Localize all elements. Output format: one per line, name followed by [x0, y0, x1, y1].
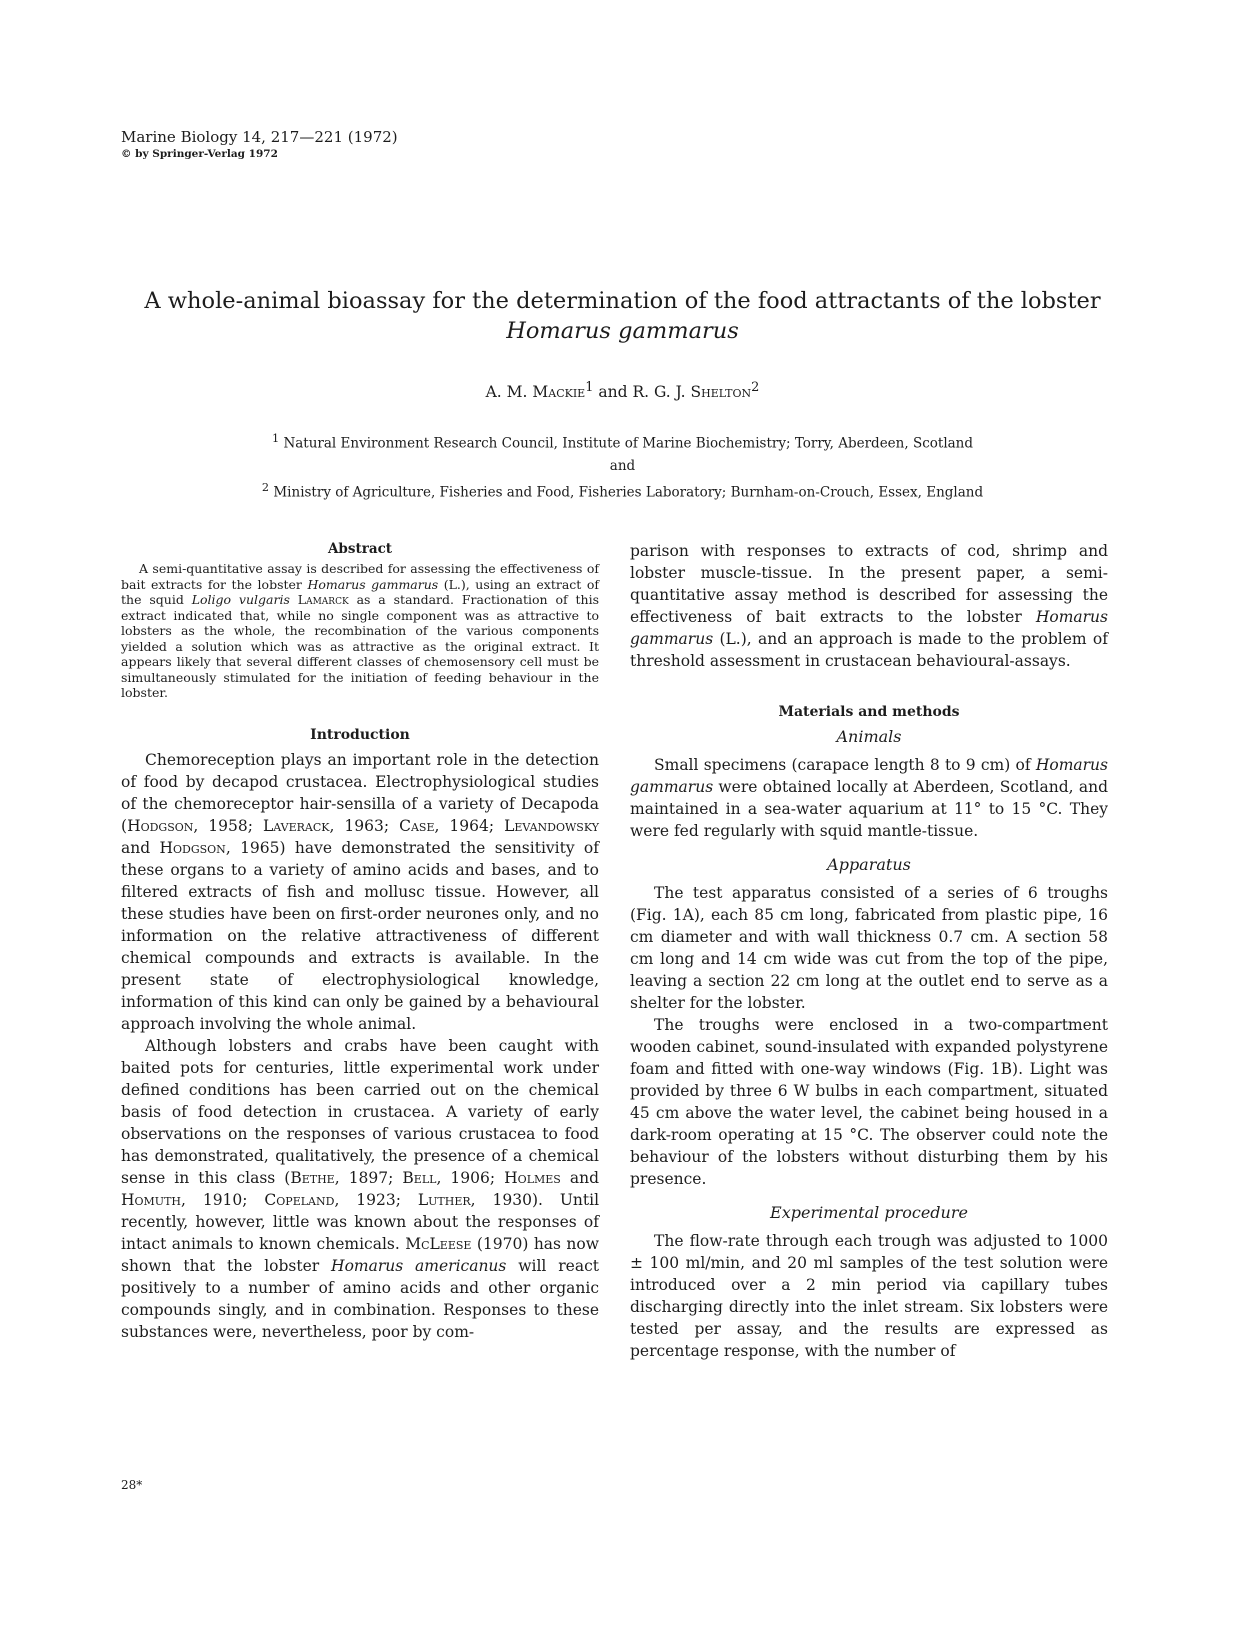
affil-1-text: Natural Environment Research Council, Institute of Marine Biochemistry; Torry, Aberdeen, Scotland	[279, 435, 974, 452]
text-run: and	[560, 1168, 600, 1187]
species-name: Homarus gammarus	[307, 576, 439, 592]
citation-author: Luther	[417, 1190, 471, 1209]
affil-2-text: Ministry of Agriculture, Fisheries and Food, Fisheries Laboratory; Burnham-on-Crouch, Essex, England	[269, 484, 984, 500]
citation-author: Homuth	[121, 1190, 181, 1209]
citation-author: Case	[399, 816, 435, 835]
apparatus-paragraph-2: The troughs were enclosed in a two-compartment wooden cabinet, sound-insulated with expanded polystyrene foam and fitted with one-way windows (Fig. 1B). Light was provided by three 6 W bulbs in each compartment, situated 45 cm above the water level, the cabinet being housed in a dark-room operating at 15 °C. The observer could note the behaviour of the lobsters without disturbing them by his presence.	[630, 1016, 1108, 1188]
text-run: and	[121, 838, 160, 857]
text-run: , 1910;	[181, 1190, 265, 1209]
text-run: , 1897;	[334, 1168, 403, 1187]
author-2-affil-mark: 2	[751, 380, 760, 395]
text-run: (1970) has now shown that the lobster	[121, 1234, 599, 1275]
author-2-initials: R. G. J.	[632, 383, 691, 402]
procedure-paragraph-1: The flow-rate through each trough was adjusted to 1000 ± 100 ml/min, and 20 ml samples of the test solution were introduced over a 2 min period via capillary tubes discharging directly into the inlet stream. Six lobsters were tested per assay, and the results are expressed as percentage response, with the number of	[630, 1232, 1108, 1360]
methods-heading: Materials and methods	[778, 704, 960, 720]
citation-author: Bell	[402, 1168, 437, 1187]
species-name: Homarus gammarus	[630, 756, 1108, 796]
author-1-initials: A. M.	[485, 383, 533, 402]
text-run: , 1965) have demonstrated the sensitivity of these organs to a variety of amino acids and bases, and to filtered extracts of fish and mollusc tissue. However, all these studies have been on first-order neurones only, and no information on the relative attractiveness of different chemical compounds and extracts is available. In the present state of electrophysiological knowledge, information of this kind can only be gained by a behavioural approach involving the whole animal.	[121, 838, 599, 1033]
abstract-text-part: as a standard. Fractionation of this extract indicated that, while no single component was as attractive to lobsters as the whole, the recombination of the various components yielded a solution which was as attractive as the original extract. It appears likely that several different classes of chemosensory cell must be simultaneously stimulated for the initiation of feeding behaviour in the lobster.	[121, 592, 599, 700]
paper-title	[60, 286, 1185, 346]
text-run: , 1964;	[434, 816, 505, 835]
left-column	[121, 540, 599, 1343]
text-run: were obtained locally at Aberdeen, Scotland, and maintained in a sea-water aquarium at 11° to 15 °C. They were fed regularly with squid mantle-tissue.	[630, 778, 1108, 840]
journal-header	[121, 128, 398, 161]
author-1-surname: Mackie	[532, 383, 586, 402]
affiliations	[60, 428, 1185, 503]
text-run: Chemoreception plays an important role in the detection of food by decapod crustacea. Electrophysiological studies of the chemoreceptor hair-sensilla of a variety of Decapoda (	[121, 750, 599, 835]
text-run: (L.), and an approach is made to the problem of threshold assessment in crustacean behavioural-assays.	[630, 630, 1108, 670]
citation-author: Levandowsky	[504, 816, 600, 835]
right-column	[630, 540, 1108, 1362]
citation-author: Copeland	[264, 1190, 335, 1209]
title-line-2: Homarus gammarus	[506, 318, 739, 344]
animals-heading: Animals	[836, 727, 902, 746]
author-1-affil-mark: 1	[585, 380, 594, 395]
author-conjunction: and	[593, 383, 633, 402]
citation-author: Hodgson	[127, 816, 194, 835]
apparatus-paragraph-1: The test apparatus consisted of a series of 6 troughs (Fig. 1A), each 85 cm long, fabricated from plastic pipe, 16 cm diameter and with wall thickness 0.7 cm. A section 58 cm long and 14 cm wide was cut from the top of the pipe, leaving a section 22 cm long at the outlet end to serve as a shelter for the lobster.	[630, 884, 1108, 1012]
intro-paragraph-2	[121, 1035, 599, 1343]
title-line-1: A whole-animal bioassay for the determination of the food attractants of the lobster	[144, 288, 1101, 314]
affil-1-mark: 1	[271, 432, 280, 445]
page-signature: 28*	[121, 1478, 143, 1492]
citation-author: Hodgson	[159, 838, 226, 857]
affil-2-mark: 2	[261, 480, 270, 494]
citation-author: Holmes	[504, 1168, 561, 1187]
abstract-text-part: A semi-quantitative assay is described for assessing the effectiveness of bait extracts for the lobster	[121, 561, 599, 592]
journal-citation: Marine Biology 14, 217—221 (1972)	[121, 128, 398, 146]
abstract-text	[121, 561, 599, 701]
text-run: , 1906;	[436, 1168, 505, 1187]
text-run: , 1958;	[193, 816, 263, 835]
abstract-text-part: (L.), using an extract of the squid	[121, 576, 599, 607]
species-name: Loligo vulgaris	[191, 592, 290, 607]
abstract-text-part	[290, 592, 298, 607]
animals-paragraph	[630, 754, 1108, 842]
introduction-heading: Introduction	[310, 726, 410, 743]
intro-paragraph-1	[121, 749, 599, 1035]
citation-author: McLeese	[405, 1234, 472, 1253]
author-2-surname: Shelton	[690, 383, 752, 402]
author-list	[60, 380, 1185, 401]
species-name: Homarus americanus	[331, 1256, 507, 1275]
text-run: Although lobsters and crabs have been caught with baited pots for centuries, little experimental work under defined conditions has been carried out on the chemical basis of food detection in crustacea. A variety of early observations on the responses of various crustacea to food has demonstrated, qualitatively, the presence of a chemical sense in this class (	[121, 1036, 599, 1187]
taxon-authority: Lamarck	[297, 592, 349, 607]
citation-author: Bethe	[290, 1168, 335, 1187]
procedure-heading: Experimental procedure	[770, 1203, 968, 1222]
text-run: , 1930). Until recently, however, little was known about the responses of intact animals to known chemicals.	[121, 1190, 600, 1253]
affiliation-1	[60, 428, 1185, 455]
intro-continuation	[630, 540, 1108, 672]
abstract-heading: Abstract	[327, 541, 393, 557]
affiliation-and: and	[609, 457, 636, 474]
species-name: Homarus gammarus	[630, 608, 1108, 648]
copyright-line: © by Springer-Verlag 1972	[121, 148, 278, 160]
text-run: Small specimens (carapace length 8 to 9 cm) of	[654, 756, 1036, 774]
apparatus-heading: Apparatus	[827, 855, 911, 874]
affiliation-2	[60, 477, 1185, 504]
text-run: , 1963;	[329, 816, 400, 835]
citation-author: Laverack	[262, 816, 330, 835]
text-run: will react positively to a number of amino acids and other organic compounds singly, and in combination. Responses to these substances were, nevertheless, poor by com-	[121, 1256, 599, 1341]
text-run: parison with responses to extracts of cod, shrimp and lobster muscle-tissue. In the present paper, a semi-quantitative assay method is described for assessing the effectiveness of bait extracts to the lobster	[630, 542, 1108, 626]
text-run: , 1923;	[334, 1190, 418, 1209]
